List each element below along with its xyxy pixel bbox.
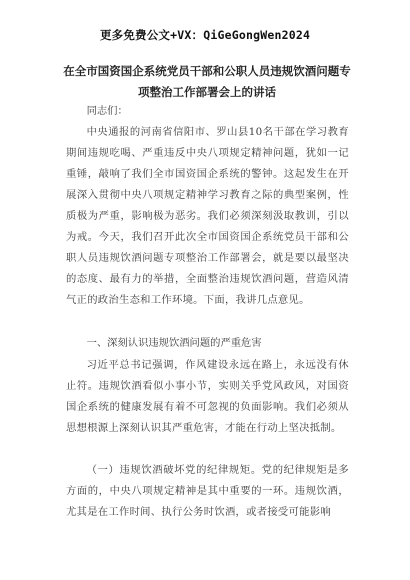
section-one-paragraph: 习近平总书记强调，作风建设永远在路上，永远没有休止符。违规饮酒看似小事小节，实则关乎党风政风，对国资国企系统的健康发展有着不可忽视的负面影响。我们必须从思想根源上深刻认识其严重危害，才能在行动上坚决抵制。 <box>66 359 349 434</box>
intro-paragraph: 中央通报的河南省信阳市、罗山县10名干部在学习教育期间违规吃喝、严重违反中央八项规定精神问题，犹如一记重锤，敲响了我们全市国资国企系统的警钟。这起发生在开展深入贯彻中央八项规定精神学习教育之际的典型案例，性质极为严重，影响极为恶劣。我们必须深刻汲取教训，引以为戒。今天，我们召开此次全市国资国企系统党员干部和公职人员违规饮酒问题专项整治工作部署会，就是要以最坚决的态度、最有力的举措，全面整治违规饮酒问题，营造风清气正的政治生态和工作环境。下面，我讲几点意见。 <box>66 126 349 306</box>
document-title: 在全市国资国企系统党员干部和公职人员违规饮酒问题专项整治工作部署会上的讲话 <box>63 64 351 99</box>
intro-paragraph-block <box>66 122 349 311</box>
subsection-one-block <box>66 460 349 523</box>
subsection-one-paragraph: （一）违规饮酒破坏党的纪律规矩。党的纪律规矩是多方面的，中央八项规定精神是其中重要的一环。违规饮酒，尤其是在工作时间、执行公务时饮酒，或者接受可能影响 <box>66 464 349 518</box>
section-one-block <box>66 355 349 439</box>
promo-header: 更多免费公文+VX：QiGeGongWen2024 <box>99 28 311 42</box>
section-one-heading: 一、深刻认识违规饮酒问题的严重危害 <box>86 337 262 349</box>
salutation: 同志们： <box>86 105 128 117</box>
